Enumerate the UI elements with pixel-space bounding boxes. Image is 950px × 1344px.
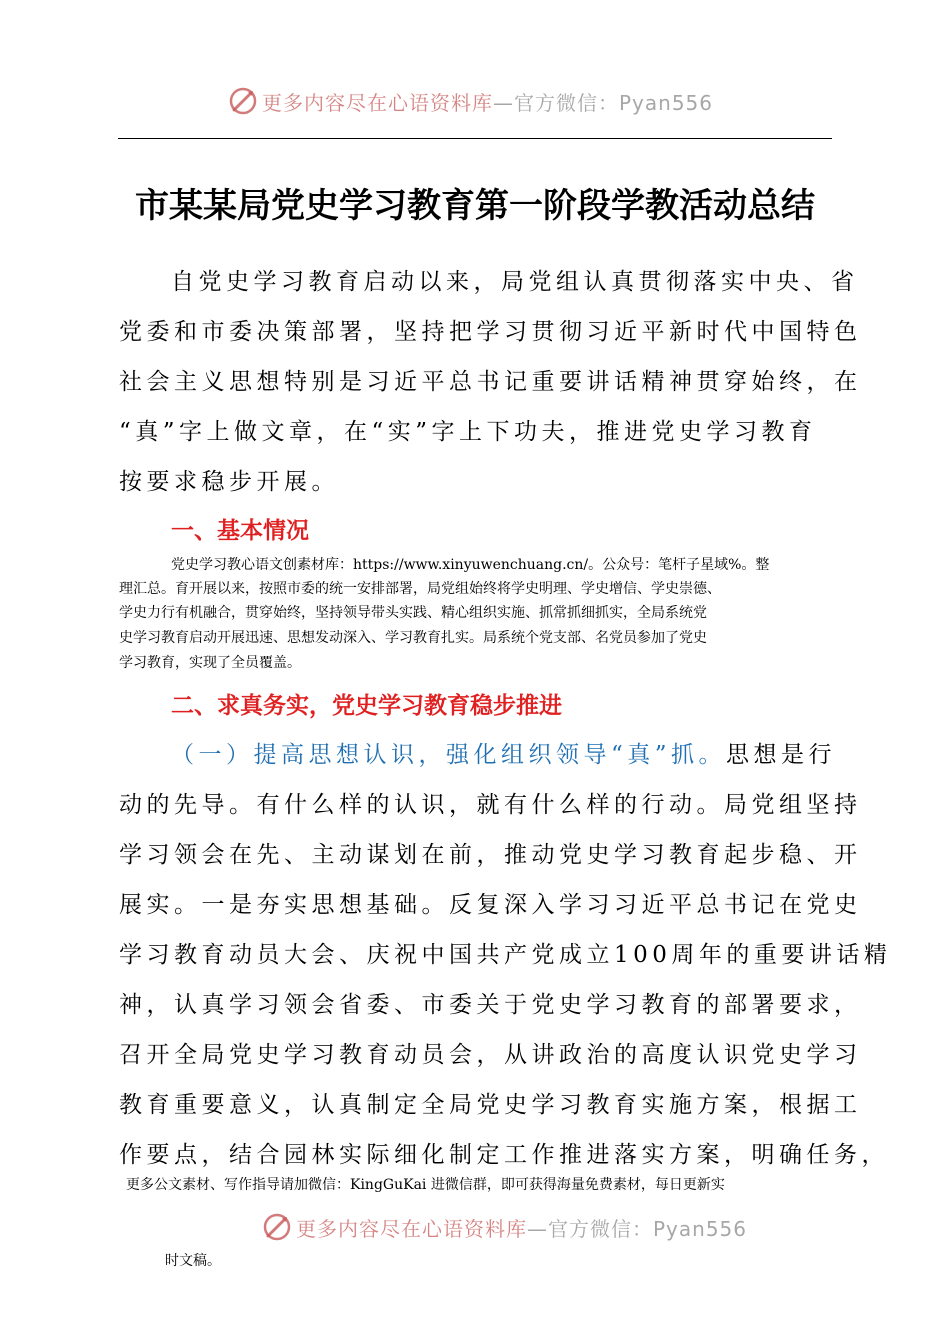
section1-line: 学史力行有机融合，贯穿始终，坚持领导带头实践、精心组织实施、抓常抓细抓实，全局系统党 xyxy=(119,605,707,621)
watermark-main: 更多内容尽在心语资料库 xyxy=(296,1216,527,1241)
section2-line: 学习领会在先、主动谋划在前，推动党史学习教育起步稳、开 xyxy=(119,842,862,868)
section1-line: 理汇总。育开展以来，按照市委的统一安排部署，局党组始终将学史明理、学史增信、学史崇德、 xyxy=(119,581,721,597)
section1-line: 史学习教育启动开展迅速、思想发动深入、学习教育扎实。局系统个党支部、名党员参加了党史 xyxy=(119,630,707,646)
section2-line: 召开全局党史学习教育动员会，从讲政治的高度认识党史学习 xyxy=(119,1042,862,1068)
header-rule xyxy=(118,138,832,139)
brand-logo-icon xyxy=(262,1212,292,1242)
footer-line: 更多公文素材、写作指导请加微信：KingGuKai 进微信群，即可获得海量免费素材，每日更新实 xyxy=(126,1177,725,1193)
section1-line: 学习教育，实现了全员覆盖。 xyxy=(119,655,301,671)
intro-line: “真”字上做文章，在“实”字上下功夫，推进党史学习教育 xyxy=(119,419,817,445)
section2-line: 动的先导。有什么样的认识，就有什么样的行动。局党组坚持 xyxy=(119,792,862,818)
watermark-sub: —官方微信：Pyan556 xyxy=(493,90,714,115)
intro-line: 自党史学习教育启动以来，局党组认真贯彻落实中央、省 xyxy=(171,269,859,295)
intro-line: 社会主义思想特别是习近平总书记重要讲话精神贯穿始终，在 xyxy=(119,369,862,395)
watermark-main: 更多内容尽在心语资料库 xyxy=(262,90,493,115)
section2-first-line xyxy=(171,736,836,769)
section2-line: 神，认真学习领会省委、市委关于党史学习教育的部署要求， xyxy=(119,992,862,1018)
section-heading: 一、基本情况 xyxy=(171,518,309,544)
section2-line: 作要点，结合园林实际细化制定工作推进落实方案，明确任务， xyxy=(119,1142,889,1168)
section2-line-rest: 思想是行 xyxy=(726,742,837,768)
section2-line: 展实。一是夯实思想基础。反复深入学习习近平总书记在党史 xyxy=(119,892,862,918)
intro-line: 党委和市委决策部署，坚持把学习贯彻习近平新时代中国特色 xyxy=(119,319,862,345)
intro-line: 按要求稳步开展。 xyxy=(119,469,339,495)
section2-line: 学习教育动员大会、庆祝中国共产党成立100周年的重要讲话精 xyxy=(119,942,892,968)
page-title: 市某某局党史学习教育第一阶段学教活动总结 xyxy=(135,186,815,226)
footer-watermark xyxy=(262,1212,747,1242)
section1-line: 党史学习教心语文创素材库：https://www.xinyuwenchuang.cn/。公众号：笔杆子星域%。整 xyxy=(171,557,770,573)
subsection-heading: （一）提高思想认识，强化组织领导“真”抓。 xyxy=(171,742,727,768)
header-watermark xyxy=(228,86,713,116)
brand-logo-icon xyxy=(228,86,258,116)
watermark-sub: —官方微信：Pyan556 xyxy=(527,1216,748,1241)
section-heading: 二、求真务实，党史学习教育稳步推进 xyxy=(171,693,562,719)
footer-line: 时文稿。 xyxy=(165,1253,221,1269)
section2-line: 教育重要意义，认真制定全局党史学习教育实施方案，根据工 xyxy=(119,1092,862,1118)
